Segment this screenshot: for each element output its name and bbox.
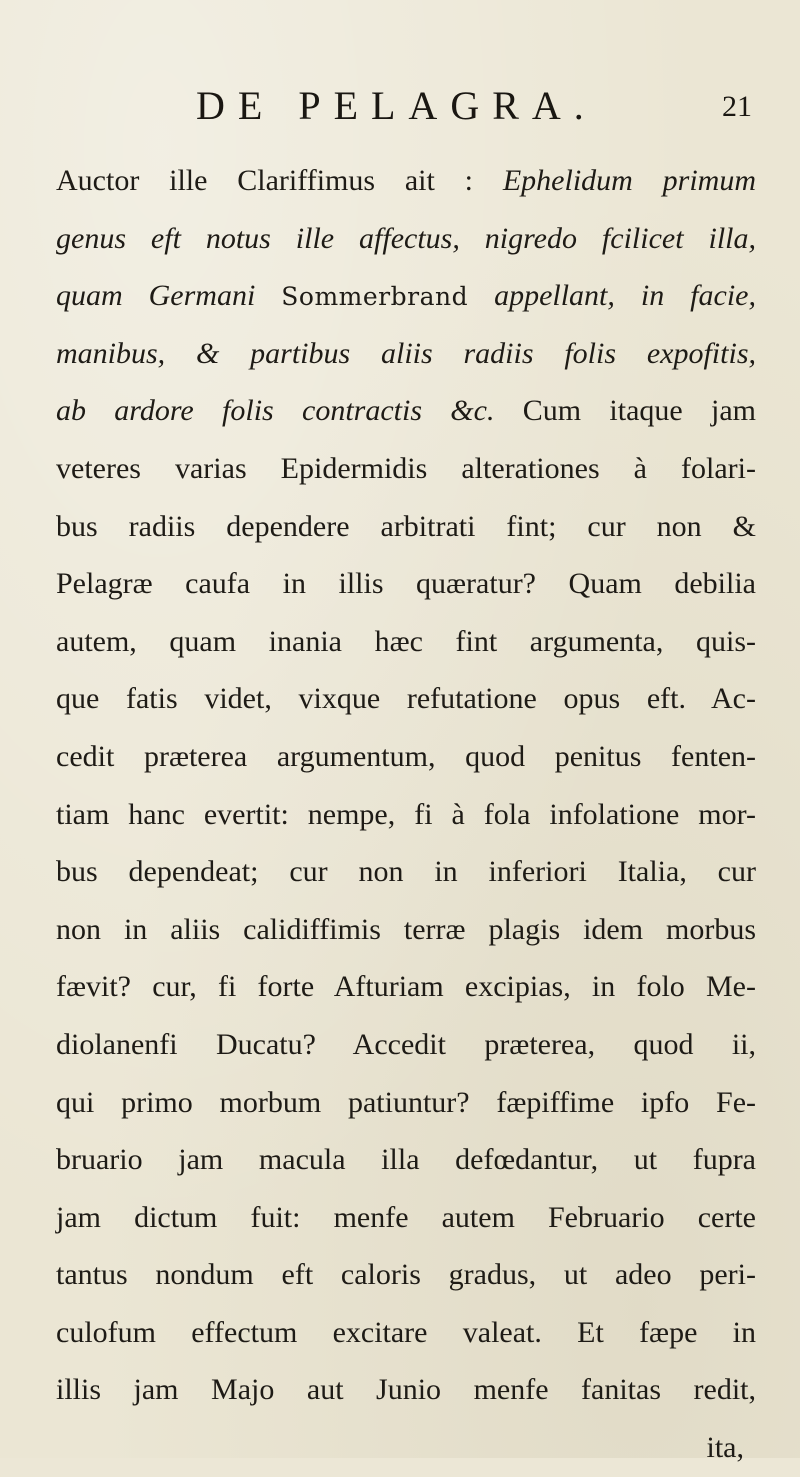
text-segment: quam Germani [56, 279, 282, 313]
page-header [0, 82, 800, 132]
text-segment: diolanenfi Ducatu? Accedit præterea, quod ii, [56, 1027, 756, 1061]
body-text [56, 152, 756, 1477]
text-segment: veteres varias Epidermidis alterationes à folari- [56, 451, 756, 485]
text-line [56, 843, 756, 901]
text-line [56, 210, 756, 268]
text-segment: autem, quam inania hæc fint argumenta, quis- [56, 624, 756, 658]
text-segment: fævit? cur, fi forte Afturiam excipias, in folo Me- [56, 970, 756, 1004]
text-line [56, 728, 756, 786]
text-segment: ita, [706, 1431, 744, 1465]
text-segment: cedit præterea argumentum, quod penitus fenten- [56, 739, 756, 773]
running-title: DE PELAGRA. [196, 83, 597, 128]
text-segment: que fatis videt, vixque refutatione opus eft. Ac- [56, 682, 756, 716]
text-line [56, 440, 756, 498]
text-line [56, 382, 756, 440]
text-segment: tantus nondum eft caloris gradus, ut adeo peri- [56, 1258, 756, 1292]
text-line [56, 1304, 756, 1362]
text-segment: Pelagræ caufa in illis quæratur? Quam debilia [56, 567, 756, 601]
catchword [56, 1419, 756, 1477]
text-line [56, 1361, 756, 1419]
text-segment: qui primo morbum patiuntur? fæpiffime ipfo Fe- [56, 1085, 756, 1119]
text-line [56, 1074, 756, 1132]
text-line [56, 901, 756, 959]
text-segment: culofum effectum excitare valeat. Et fæpe in [56, 1315, 756, 1349]
text-line [56, 1246, 756, 1304]
text-line [56, 1189, 756, 1247]
text-segment: illis jam Majo aut Junio menfe fanitas redit, [56, 1373, 756, 1407]
text-segment: ab ardore folis contractis &c. [56, 394, 495, 428]
text-line [56, 152, 756, 210]
text-line [56, 958, 756, 1016]
text-segment: Cum itaque jam [494, 394, 756, 428]
text-segment: Sommerbrand [281, 282, 469, 312]
text-line [56, 613, 756, 671]
text-line [56, 555, 756, 613]
text-segment: Ephelidum primum [502, 164, 756, 197]
text-segment: genus eft notus ille affectus, nigredo fcilicet illa, [56, 221, 756, 255]
text-segment: bus radiis dependere arbitrati fint; cur non & [56, 509, 756, 543]
text-line [56, 670, 756, 728]
text-segment: manibus, & partibus aliis radiis folis expofitis, [56, 336, 756, 370]
text-segment: non in aliis calidiffimis terræ plagis idem morbus [56, 912, 756, 946]
page-number: 21 [722, 90, 752, 123]
text-segment: appellant, in facie, [468, 279, 756, 313]
text-segment: jam dictum fuit: menfe autem Februario certe [56, 1200, 756, 1234]
text-line [56, 267, 756, 325]
text-line [56, 786, 756, 844]
text-segment: bruario jam macula illa defœdantur, ut fupra [56, 1143, 756, 1177]
text-line [56, 325, 756, 383]
text-segment: bus dependeat; cur non in inferiori Italia, cur [56, 855, 756, 889]
text-line [56, 1016, 756, 1074]
text-segment: Auctor ille Clariffimus ait : [56, 164, 503, 197]
text-segment: tiam hanc evertit: nempe, fi à fola infolatione mor- [56, 797, 756, 831]
text-line [56, 498, 756, 556]
text-line [56, 1131, 756, 1189]
